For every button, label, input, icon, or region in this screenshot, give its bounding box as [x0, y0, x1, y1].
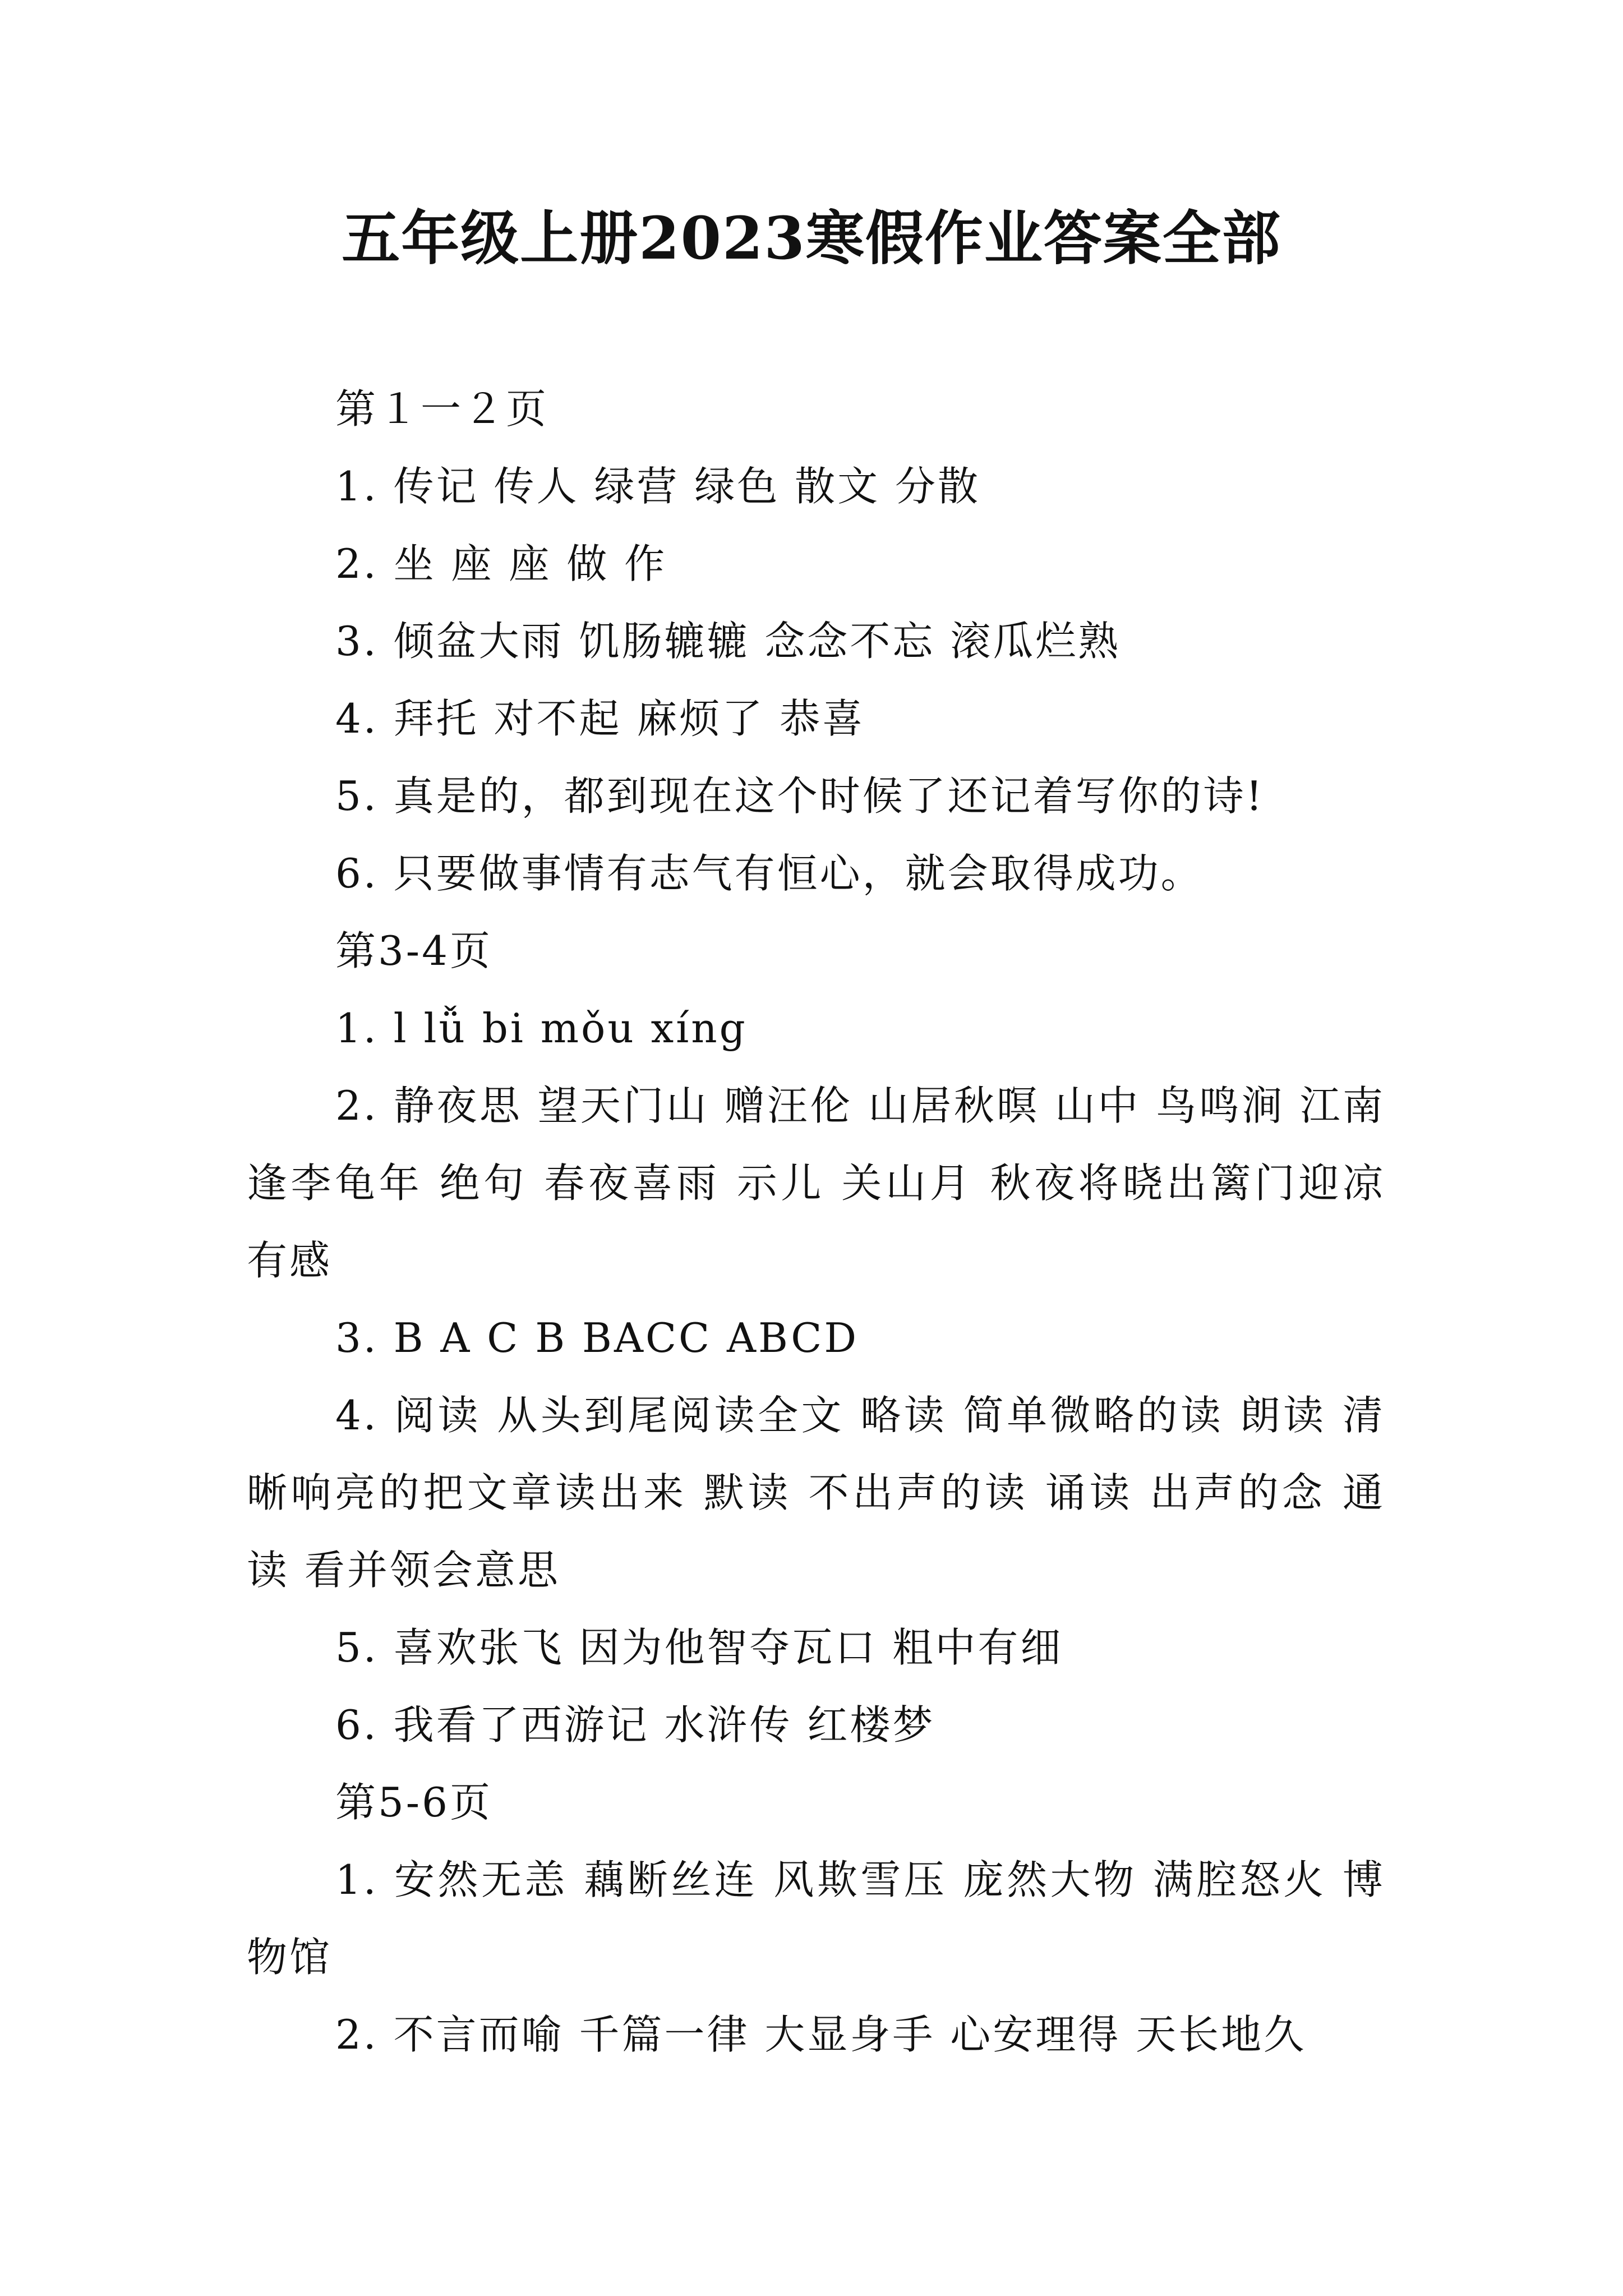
answer-line: 6. 只要做事情有志气有恒心，就会取得成功。 [335, 850, 1204, 897]
answer-line: 4. 拜托 对不起 麻烦了 恭喜 [335, 695, 865, 742]
answer-line: 2. 不言而喻 千篇一律 大显身手 心安理得 天长地久 [335, 2011, 1307, 2058]
answer-paragraph: 2. 静夜思 望天门山 赠汪伦 山居秋暝 山中 鸟鸣涧 江南逢李龟年 绝句 春夜喜雨 示儿 关山月 秋夜将晓出篱门迎凉有感 [247, 1082, 1385, 1284]
answer-line: 3. B A C B BACC ABCD [335, 1314, 859, 1361]
answer-line: 5. 真是的，都到现在这个时候了还记着写你的诗! [335, 772, 1265, 820]
answer-paragraph: 1. 安然无恙 藕断丝连 风欺雪压 庞然大物 满腔怒火 博物馆 [247, 1856, 1385, 1981]
answer-line: 1. l lǚ bi mǒu xíng [335, 1005, 748, 1052]
section-heading: 第5-6页 [335, 1779, 492, 1826]
section-heading: 第3-4页 [335, 927, 492, 974]
answer-line: 6. 我看了西游记 水浒传 红楼梦 [335, 1701, 935, 1749]
answer-line: 2. 坐 座 座 做 作 [335, 540, 667, 587]
document-title: 五年级上册2023寒假作业答案全部 [342, 204, 1281, 273]
answer-line: 5. 喜欢张飞 因为他智夺瓦口 粗中有细 [335, 1624, 1063, 1671]
section-heading: 第１一２页 [335, 385, 549, 432]
answer-paragraph: 4. 阅读 从头到尾阅读全文 略读 简单微略的读 朗读 清晰响亮的把文章读出来 默读 不出声的读 诵读 出声的念 通读 看并领会意思 [247, 1392, 1385, 1594]
document-body [247, 370, 1385, 2073]
answer-line: 1. 传记 传人 绿营 绿色 散文 分散 [335, 463, 981, 510]
answer-line: 3. 倾盆大雨 饥肠辘辘 念念不忘 滚瓜烂熟 [335, 618, 1121, 665]
